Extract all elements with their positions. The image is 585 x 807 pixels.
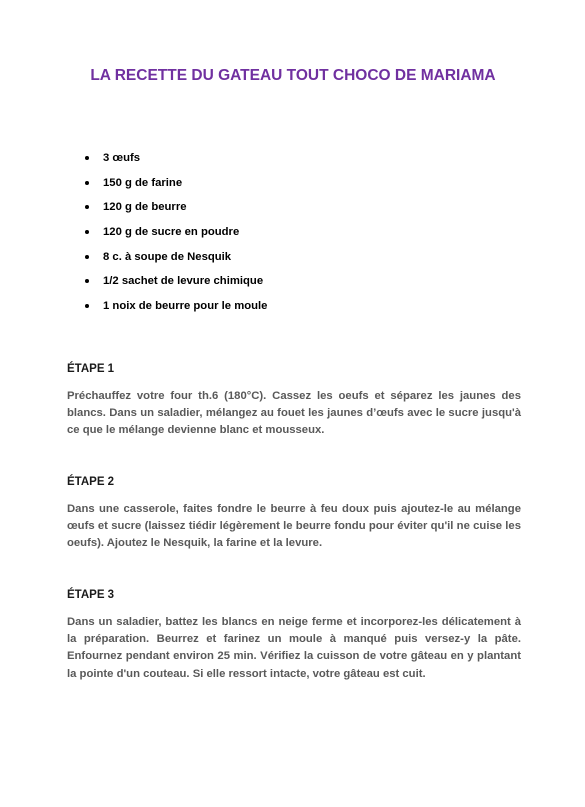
step-2-text: Dans une casserole, faites fondre le beurre à feu doux puis ajoutez-le au mélange œufs et sucre (laissez tiédir légèrement le beurre fondu pour éviter qu'il ne cuise les oeufs). Ajoutez le Nesquik, la farine et la levure. [67,503,521,550]
ingredient-list [85,150,267,323]
ingredient-text: 120 g de sucre en poudre [103,226,240,239]
ingredient-text: 3 œufs [103,152,141,164]
ingredient-item [85,150,267,175]
ingredient-text: 1/2 sachet de levure chimique [103,275,264,288]
bullet-icon [85,156,89,160]
ingredient-text: 8 c. à soupe de Nesquik [103,250,232,263]
bullet-icon [85,230,89,234]
step-3-title: ÉTAPE 3 [67,589,115,601]
bullet-icon [85,304,89,308]
step-2-title: ÉTAPE 2 [67,476,115,488]
bullet-icon [85,181,89,185]
recipe-title: LA RECETTE DU GATEAU TOUT CHOCO DE MARIAMA [90,67,496,84]
ingredient-item [85,224,267,249]
step-1-title: ÉTAPE 1 [67,363,115,375]
ingredient-item [85,273,267,298]
ingredient-text: 120 g de beurre [103,201,187,214]
bullet-icon [85,255,89,259]
ingredient-text: 1 noix de beurre pour le moule [103,300,268,313]
ingredient-item [85,298,267,323]
bullet-icon [85,279,89,283]
bullet-icon [85,205,89,209]
step-3-text: Dans un saladier, battez les blancs en neige ferme et incorporez-les délicatement à la préparation. Beurrez et farinez un moule à manqué puis versez-y la pâte. Enfournez pendant environ 25 min. Vérifiez la cuisson de votre gâteau en y plantant la pointe d'un couteau. Si elle ressort intacte, votre gâteau est cuit. [67,616,521,680]
step-1-text: Préchauffez votre four th.6 (180°C). Cassez les oeufs et séparez les jaunes des blancs. Dans un saladier, mélangez au fouet les jaunes d’œufs avec le sucre jusqu'à ce que le mélange devienne blanc et mousseux. [67,390,521,437]
ingredient-text: 150 g de farine [103,176,183,189]
ingredient-item [85,249,267,274]
ingredient-item [85,199,267,224]
ingredient-item [85,175,267,200]
